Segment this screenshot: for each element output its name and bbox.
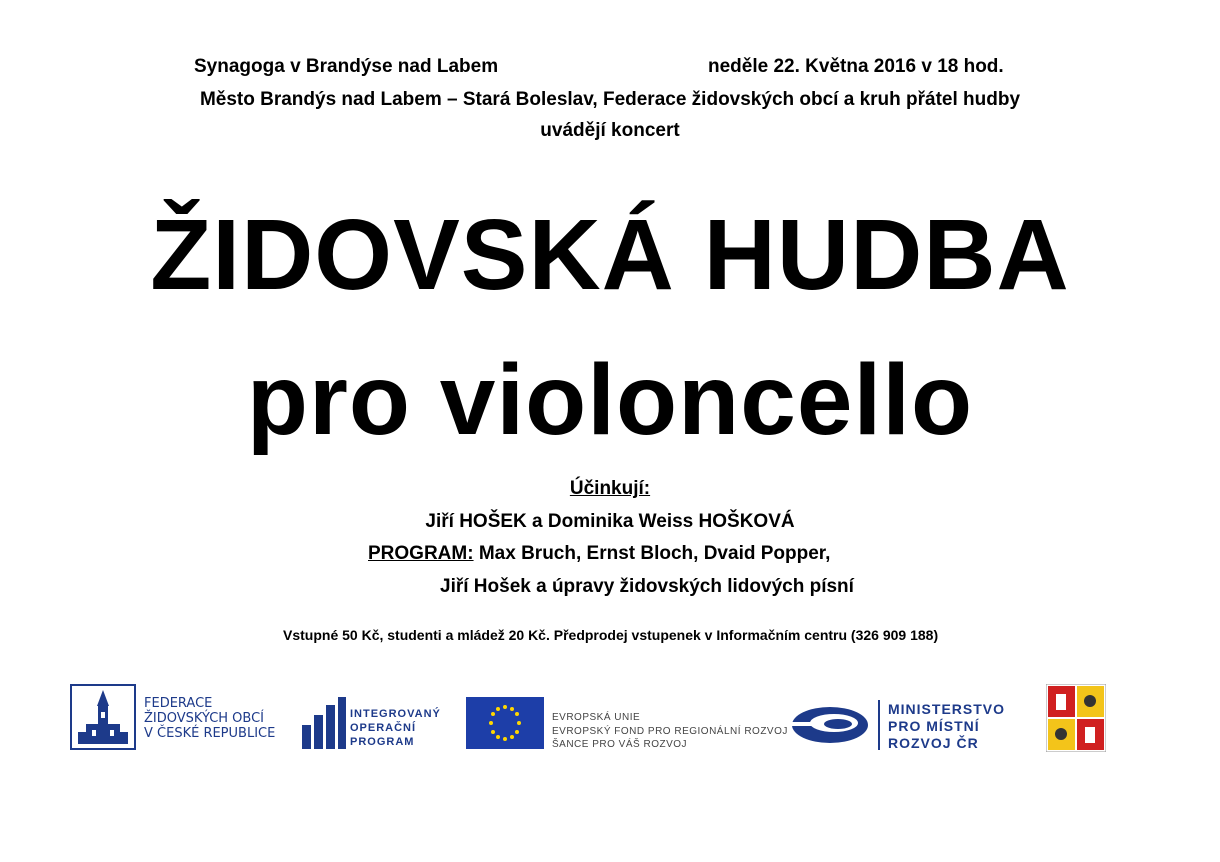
- mmr-line-3: ROZVOJ ČR: [888, 734, 979, 751]
- synagogue-tower-icon: [72, 686, 134, 748]
- iop-bars-icon: [302, 697, 346, 749]
- eu-line-3: ŠANCE PRO VÁŠ ROZVOJ: [552, 739, 688, 750]
- title-line-1: ŽIDOVSKÁ HUDBA: [150, 199, 1070, 311]
- iop-logo-text: [350, 708, 441, 749]
- iop-line-2: OPERAČNÍ: [350, 721, 417, 734]
- title-line-2: pro violoncello: [246, 344, 974, 456]
- federace-line-1: FEDERACE: [144, 696, 213, 711]
- eu-flag: [466, 697, 544, 749]
- federace-logo-frame: [70, 684, 136, 750]
- venue-text: Synagoga v Brandýse nad Labem: [194, 56, 499, 77]
- coat-of-arms-icon: [1046, 684, 1106, 752]
- program-line-2: Jiří Hošek a úpravy židovských lidových písní: [440, 576, 854, 597]
- program-line-1: [368, 543, 830, 565]
- mmr-line-1: MINISTERSTVO: [888, 701, 1006, 717]
- mmr-line-2: PRO MÍSTNÍ: [888, 717, 980, 734]
- date-time-text: neděle 22. Května 2016 v 18 hod.: [708, 56, 1004, 77]
- mmr-logo-text: [888, 701, 1005, 751]
- program-label: PROGRAM:: [368, 543, 474, 564]
- mmr-swirl-icon: [790, 702, 870, 748]
- organizers-text: Město Brandýs nad Labem – Stará Boleslav, Federace židovských obcí a kruh přátel hudby: [199, 89, 1021, 110]
- performers-label: [0, 478, 1220, 500]
- mmr-divider: [878, 700, 880, 750]
- iop-line-3: PROGRAM: [350, 735, 415, 748]
- eu-line-1: EVROPSKÁ UNIE: [552, 712, 641, 723]
- federace-line-2: ŽIDOVSKÝCH OBCÍ: [144, 710, 265, 726]
- eu-stars-icon: [466, 697, 544, 749]
- ticket-info: Vstupné 50 Kč, studenti a mládež 20 Kč. Předprodej vstupenek v Informačním centru (326 909 188): [283, 627, 939, 643]
- federace-line-3: V ČESKÉ REPUBLICE: [144, 725, 276, 741]
- federace-logo-text: [144, 697, 275, 742]
- performers-label-text: Účinkují:: [569, 478, 651, 499]
- eu-line-2: EVROPSKÝ FOND PRO REGIONÁLNÍ ROZVOJ: [552, 725, 788, 737]
- iop-line-1: INTEGROVANÝ: [350, 708, 441, 720]
- presents-text: uvádějí koncert: [540, 120, 680, 141]
- performers-names: Jiří HOŠEK a Dominika Weiss HOŠKOVÁ: [425, 511, 795, 532]
- program-composers: Max Bruch, Ernst Bloch, Dvaid Popper,: [473, 543, 831, 564]
- eu-logo-text: [552, 711, 788, 752]
